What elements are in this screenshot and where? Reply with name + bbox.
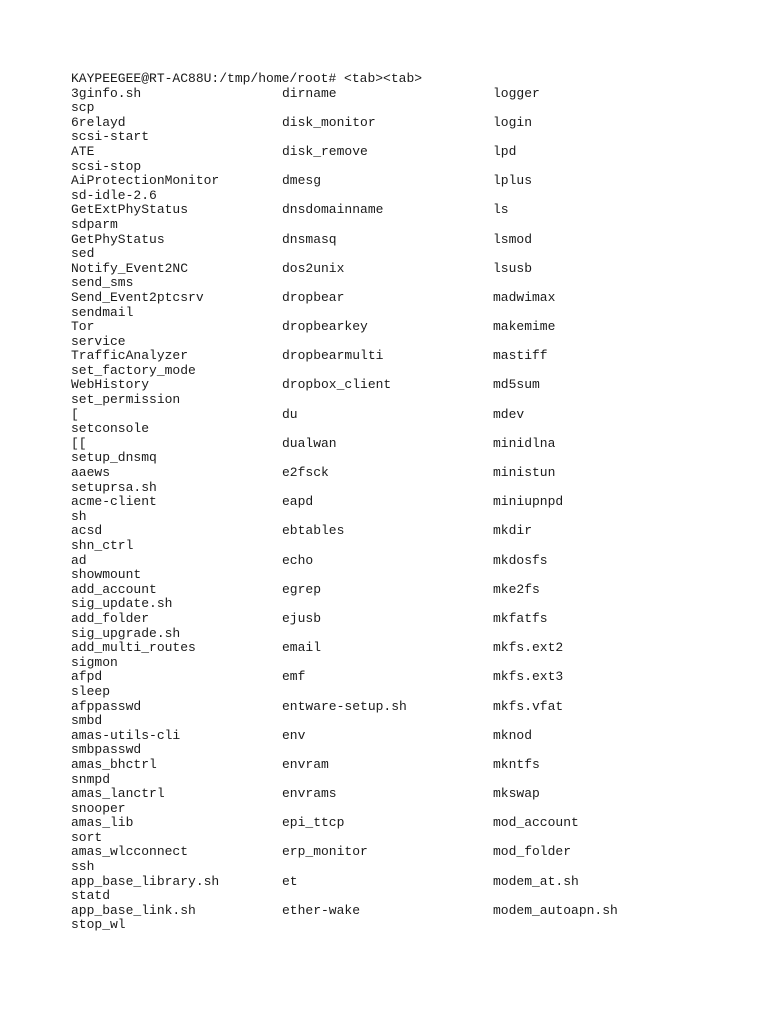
command-entry-wrapped: smbpasswd — [71, 742, 142, 758]
command-entry: dualwan — [282, 435, 337, 451]
listing-row — [71, 700, 731, 715]
command-entry: minidlna — [493, 435, 556, 451]
command-entry: dropbox_client — [282, 377, 392, 393]
command-entry: dnsdomainname — [282, 202, 384, 218]
command-entry: email — [282, 640, 322, 656]
listing-row — [71, 203, 731, 218]
command-entry: mod_account — [493, 815, 579, 831]
command-entry-wrapped: service — [71, 333, 126, 349]
command-entry: miniupnpd — [493, 494, 564, 510]
command-entry: Tor — [71, 319, 95, 335]
listing-row — [71, 904, 731, 919]
command-entry-wrapped: statd — [71, 888, 111, 904]
command-entry: madwimax — [493, 289, 556, 305]
listing-row — [71, 262, 731, 277]
listing-row — [71, 437, 731, 452]
command-entry: logger — [493, 85, 540, 101]
command-entry-wrapped: sig_upgrade.sh — [71, 625, 181, 641]
command-entry: [ — [71, 406, 79, 422]
command-entry: disk_remove — [282, 143, 368, 159]
command-entry: erp_monitor — [282, 844, 368, 860]
command-entry: mkfs.ext2 — [493, 640, 564, 656]
command-entry: du — [282, 406, 298, 422]
command-entry: mkfs.ext3 — [493, 669, 564, 685]
listing-row — [71, 116, 731, 131]
command-entry-wrapped: showmount — [71, 567, 142, 583]
command-entry: mke2fs — [493, 581, 540, 597]
listing-row — [71, 524, 731, 539]
command-entry-wrapped: scp — [71, 100, 95, 116]
command-entry: Notify_Event2NC — [71, 260, 189, 276]
command-entry: mkdosfs — [493, 552, 548, 568]
command-entry: amas_bhctrl — [71, 756, 157, 772]
command-entry: ejusb — [282, 610, 322, 626]
command-entry-wrapped: setconsole — [71, 421, 150, 437]
command-entry-wrapped: sh — [71, 508, 87, 524]
command-entry-wrapped: sed — [71, 246, 95, 262]
command-entry: 3ginfo.sh — [71, 85, 142, 101]
command-entry: lsusb — [493, 260, 533, 276]
command-entry-wrapped: ssh — [71, 859, 95, 875]
command-entry: afppasswd — [71, 698, 142, 714]
command-entry: GetExtPhyStatus — [71, 202, 189, 218]
command-entry: modem_at.sh — [493, 873, 579, 889]
listing-row — [71, 612, 731, 627]
listing-row — [71, 845, 731, 860]
command-entry: login — [493, 114, 533, 130]
command-entry: et — [282, 873, 298, 889]
command-entry: envram — [282, 756, 329, 772]
command-entry: aaews — [71, 465, 111, 481]
command-entry: mknod — [493, 727, 533, 743]
command-entry: makemime — [493, 319, 556, 335]
command-entry: mkfatfs — [493, 610, 548, 626]
command-entry-wrapped: snmpd — [71, 771, 111, 787]
command-entry: eapd — [282, 494, 314, 510]
command-entry: dropbearkey — [282, 319, 368, 335]
command-entry: ministun — [493, 465, 556, 481]
listing-row — [71, 787, 731, 802]
listing-row — [71, 758, 731, 773]
command-entry: ad — [71, 552, 87, 568]
command-entry: ebtables — [282, 523, 345, 539]
listing-row — [71, 349, 731, 364]
command-entry: mkfs.vfat — [493, 698, 564, 714]
command-entry: env — [282, 727, 306, 743]
command-entry: GetPhyStatus — [71, 231, 165, 247]
command-entry: envrams — [282, 786, 337, 802]
command-entry: mastiff — [493, 348, 548, 364]
command-entry: TrafficAnalyzer — [71, 348, 189, 364]
listing-row — [71, 145, 731, 160]
terminal-output — [71, 72, 731, 933]
command-entry-wrapped: sig_update.sh — [71, 596, 173, 612]
command-entry-wrapped: stop_wl — [71, 917, 126, 933]
command-entry-wrapped: shn_ctrl — [71, 538, 134, 553]
listing-row — [71, 875, 731, 890]
command-entry: amas_wlcconnect — [71, 844, 189, 860]
command-entry: emf — [282, 669, 306, 685]
command-entry: Send_Event2ptcsrv — [71, 289, 204, 305]
command-entry: epi_ttcp — [282, 815, 345, 831]
command-entry-wrapped: sdparm — [71, 216, 118, 232]
command-entry: acme-client — [71, 494, 157, 510]
command-entry: mkntfs — [493, 756, 540, 772]
command-entry: e2fsck — [282, 465, 329, 481]
command-entry: mkdir — [493, 523, 533, 539]
listing-row — [71, 641, 731, 656]
listing-row — [71, 291, 731, 306]
command-entry-wrapped: snooper — [71, 800, 126, 816]
command-entry-wrapped: sigmon — [71, 654, 118, 670]
command-entry: ether-wake — [282, 902, 361, 918]
command-entry: amas-utils-cli — [71, 727, 181, 743]
command-entry: dirname — [282, 85, 337, 101]
listing-row — [71, 729, 731, 744]
command-entry-wrapped: send_sms — [71, 275, 134, 291]
command-entry: egrep — [282, 581, 322, 597]
command-entry: disk_monitor — [282, 114, 376, 130]
shell-prompt: KAYPEEGEE@RT-AC88U:/tmp/home/root# <tab><tab> — [71, 71, 423, 86]
command-entry: dmesg — [282, 173, 322, 189]
command-entry-wrapped: scsi-stop — [71, 158, 142, 174]
command-entry: dropbearmulti — [282, 348, 384, 364]
listing-row — [71, 320, 731, 335]
command-entry: afpd — [71, 669, 103, 685]
listing-row — [71, 670, 731, 685]
command-entry-wrapped: sleep — [71, 683, 111, 699]
command-entry: amas_lib — [71, 815, 134, 831]
command-entry-wrapped: setuprsa.sh — [71, 479, 157, 495]
command-entry-wrapped: set_factory_mode — [71, 362, 196, 378]
command-entry: entware-setup.sh — [282, 698, 407, 714]
command-entry: AiProtectionMonitor — [71, 173, 220, 189]
command-entry: lplus — [493, 173, 533, 189]
command-entry: lpd — [493, 143, 517, 159]
listing-row — [71, 816, 731, 831]
command-entry: add_account — [71, 581, 157, 597]
command-entry-wrapped: sendmail — [71, 304, 134, 320]
command-entry: add_multi_routes — [71, 640, 196, 656]
completion-listing — [71, 87, 731, 933]
command-entry: mdev — [493, 406, 525, 422]
command-entry: amas_lanctrl — [71, 786, 165, 802]
command-entry: mkswap — [493, 786, 540, 802]
command-entry-wrapped: sd-idle-2.6 — [71, 187, 157, 203]
command-entry: WebHistory — [71, 377, 150, 393]
command-entry: acsd — [71, 523, 103, 539]
command-entry: mod_folder — [493, 844, 572, 860]
command-entry: ATE — [71, 143, 95, 159]
command-entry-wrapped: set_permission — [71, 392, 181, 408]
command-entry: app_base_library.sh — [71, 873, 220, 889]
command-entry: echo — [282, 552, 314, 568]
listing-row — [71, 87, 731, 102]
command-entry: lsmod — [493, 231, 533, 247]
listing-row — [71, 174, 731, 189]
command-entry: app_base_link.sh — [71, 902, 196, 918]
command-entry-wrapped: sort — [71, 829, 103, 845]
listing-row — [71, 408, 731, 423]
command-entry: md5sum — [493, 377, 540, 393]
command-entry-wrapped: scsi-start — [71, 129, 150, 145]
listing-row — [71, 583, 731, 598]
command-entry: add_folder — [71, 610, 150, 626]
command-entry-wrapped: smbd — [71, 713, 103, 729]
command-entry: 6relayd — [71, 114, 126, 130]
listing-row — [71, 554, 731, 569]
listing-row — [71, 378, 731, 393]
command-entry: [[ — [71, 435, 87, 451]
command-entry: ls — [493, 202, 509, 218]
listing-row — [71, 495, 731, 510]
command-entry: dnsmasq — [282, 231, 337, 247]
command-entry: dropbear — [282, 289, 345, 305]
command-entry: modem_autoapn.sh — [493, 902, 618, 918]
listing-row — [71, 466, 731, 481]
listing-row — [71, 233, 731, 248]
command-entry-wrapped: setup_dnsmq — [71, 450, 157, 466]
command-entry: dos2unix — [282, 260, 345, 276]
